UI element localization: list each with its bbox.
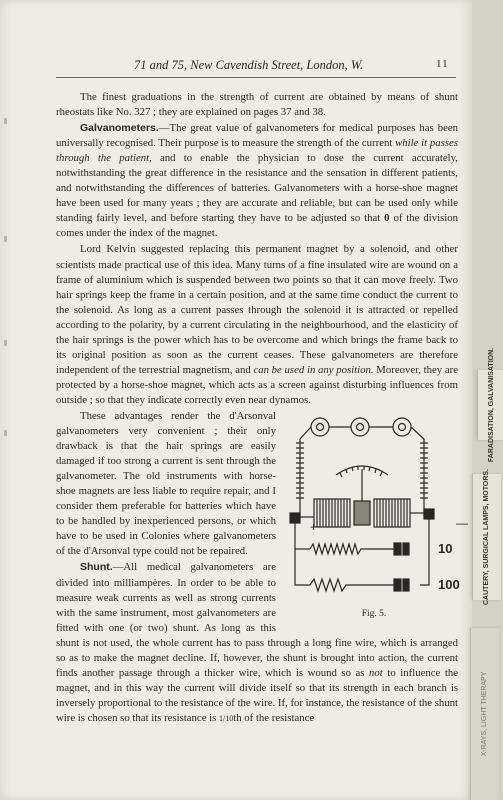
index-tab-faradisation[interactable]: FARADISATION, GALVANISATION. (477, 370, 503, 440)
section-heading-galvanometers: Galvanometers. (80, 122, 159, 135)
paragraph-galvanometers: Galvanometers.—The great value of galvanometers for medical purposes has been universally recognised. Their purpose is to measure the strength of the current while it passes through the patient, and to enable the physician to dose the current accurately, notwithstanding the great difference in the resistance and the sensation in different patients, and notwithstanding the differences of batteries. Galvanometers with a horse-shoe magnet have been used for many years ; they are accurate and reliable, but can be used only while standing fairly level, and before starting they have to be adjusted so that 0 of the division comes under the index of the magnet. (56, 122, 458, 240)
paragraph-shunt: Shunt.—All medical galvanometers are divided into milliampères. In order to be able to measure weak currents as well as strong currents with the same instrument, most galvanometers are fitted with one (or two) shunt. As long as this shunt is not used, the whole current has to pass through a long fine wire, which is arranged so as to make the magnet decline. If, however, the shunt is brought into action, the current finds another passage through a thicker wire, which is wound so as not to influence the magnet, and in this way the current will divide itself so that its strength in each branch is inversely proportional to the resistance of the wire. If, for instance, the resistance of the shunt wire is chosen so that its resistance is 1/10th of the resistance (56, 561, 458, 724)
fraction-one-tenth: 1/10 (219, 713, 234, 723)
paragraph-lord-kelvin: Lord Kelvin suggested replacing this permanent magnet by a solenoid, and other scientists made practical use of this idea. Many turns of a fine insulated wire are wound on a frame of aluminium which is suspended between two points so that it can move freely. Two hair springs keep the frame in a certain position, and at the same time conduct the current to the solenoid. As long as a current passes through the solenoid it is attracted or repelled according to the polarity, by a current circulating in the neighbourhood, and the elasticity of the hair springs is the power which has to be overcome and which brings the frame back to its original position as soon as the current ceases. These galvanometers are therefore independent of the terrestrial magnetism, and can be used in any position. Moreover, they are protected by a horse-shoe magnet, which acts as a screen against disturbing influences from outside ; so that they indicate correctly even near dynamos. (56, 243, 458, 406)
figure-caption: Fig. 5. (361, 608, 387, 619)
shunt-100-label: 100 (438, 576, 460, 592)
terminal-plus-label: + (310, 519, 318, 534)
running-header (0, 58, 472, 74)
margin-mark (4, 236, 7, 242)
paragraph-darsonval: + — 10 100 Fig. 5. These advantages render the d'Arsonval galvanometers very convenient ; their only drawback is that the hair springs are easily damaged if too strong a current is sent through the galvanometer. The old instruments with horse-shoe magnets are less liable to require repair, and I consider them preferable for batteries which have to be handled by inexperienced persons, or which have to be used in Colonies where galvanometers of the d'Arsonval type could not be repaired. (56, 409, 458, 559)
paragraph-shunt-rheostats: The finest graduations in the strength of current are obtained by means of shunt rheostats like No. 327 ; they are explained on pages 37 and 38. (56, 91, 458, 119)
margin-mark (4, 430, 7, 436)
margin-mark (4, 340, 7, 346)
terminal-minus-label: — (456, 515, 468, 530)
index-tab-cautery[interactable]: CAUTERY, SURGICAL LAMPS, MOTORS. (472, 474, 501, 600)
shunt-10-label: 10 (438, 540, 453, 556)
margin-mark (4, 118, 7, 124)
page-number: 11 (436, 58, 449, 70)
figure-5 (284, 417, 468, 625)
header-rule (56, 77, 456, 78)
section-heading-shunt: Shunt. (80, 561, 113, 574)
header-address: 71 and 75, New Cavendish Street, London, W. (134, 58, 364, 72)
index-tab-xrays[interactable]: X-RAYS, LIGHT THERAPY (470, 628, 499, 800)
body-text (56, 90, 468, 726)
